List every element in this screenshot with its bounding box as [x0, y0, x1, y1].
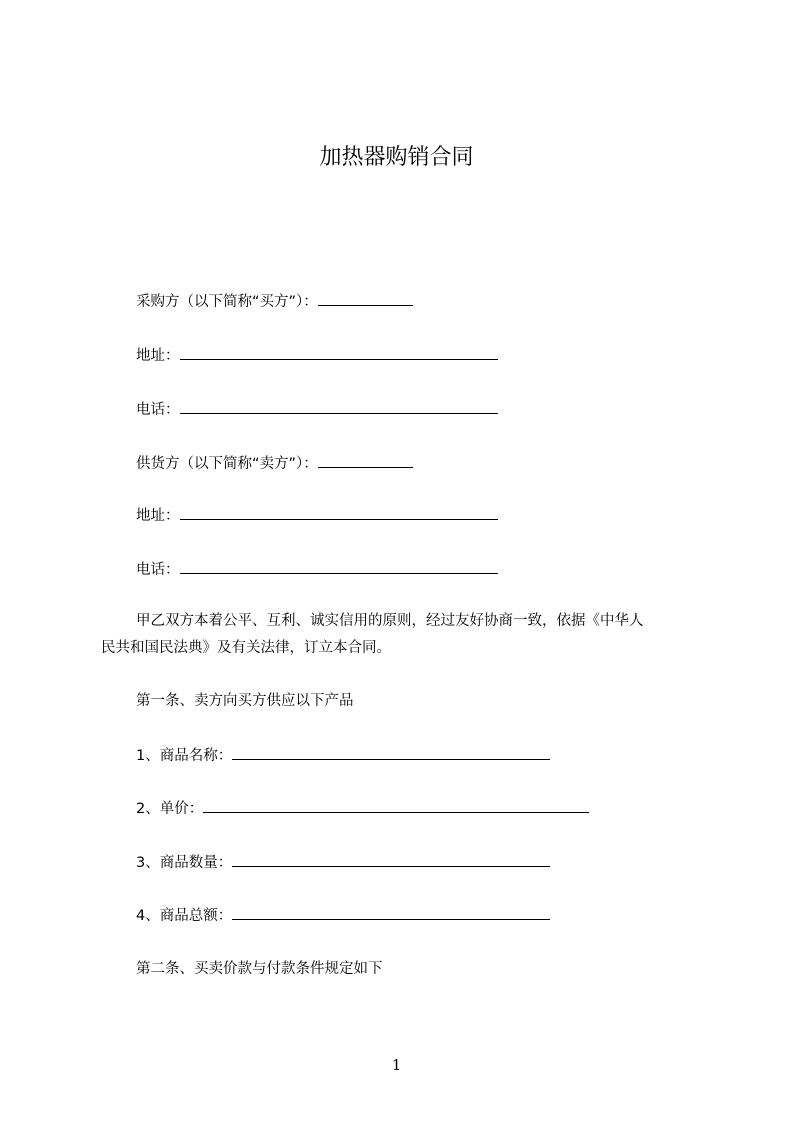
intro-paragraph-line1: 甲乙双方本着公平、互利、诚实信用的原则，经过友好协商一致，依据《中华人	[136, 613, 644, 629]
buyer-name-blank[interactable]	[318, 291, 413, 306]
unit-price-blank[interactable]	[203, 798, 589, 813]
item-3-line	[136, 852, 550, 873]
buyer-address-label: 地址：	[136, 348, 180, 364]
item-4-label: 4、商品总额：	[136, 908, 233, 924]
total-amount-blank[interactable]	[232, 905, 550, 920]
product-name-blank[interactable]	[232, 745, 550, 760]
seller-line	[136, 453, 413, 474]
seller-address-label: 地址：	[136, 508, 180, 524]
buyer-label: 采购方（以下简称“买方”）：	[136, 294, 318, 310]
item-3-label: 3、商品数量：	[136, 855, 233, 871]
intro-paragraph-line2: 民共和国民法典》及有关法律，订立本合同。	[101, 640, 391, 656]
item-4-line	[136, 905, 550, 926]
seller-address-line	[136, 505, 498, 526]
document-title: 加热器购销合同	[319, 145, 474, 170]
article-2-heading: 第二条、买卖价款与付款条件规定如下	[136, 961, 383, 977]
seller-phone-label: 电话：	[136, 562, 180, 578]
seller-address-blank[interactable]	[180, 505, 498, 520]
buyer-phone-label: 电话：	[136, 402, 180, 418]
buyer-address-line	[136, 345, 498, 366]
seller-phone-blank[interactable]	[180, 559, 498, 574]
item-1-line	[136, 745, 550, 766]
item-2-line	[136, 798, 589, 819]
item-1-label: 1、商品名称：	[136, 748, 233, 764]
seller-phone-line	[136, 559, 498, 580]
article-1-heading: 第一条、卖方向买方供应以下产品	[136, 693, 354, 709]
seller-name-blank[interactable]	[318, 453, 413, 468]
buyer-phone-blank[interactable]	[180, 399, 498, 414]
quantity-blank[interactable]	[232, 852, 550, 867]
seller-label: 供货方（以下简称“卖方”）：	[136, 456, 318, 472]
buyer-line	[136, 291, 413, 312]
buyer-address-blank[interactable]	[180, 345, 498, 360]
page-number: 1	[391, 1056, 402, 1074]
buyer-phone-line	[136, 399, 498, 420]
item-2-label: 2、单价：	[136, 801, 204, 817]
